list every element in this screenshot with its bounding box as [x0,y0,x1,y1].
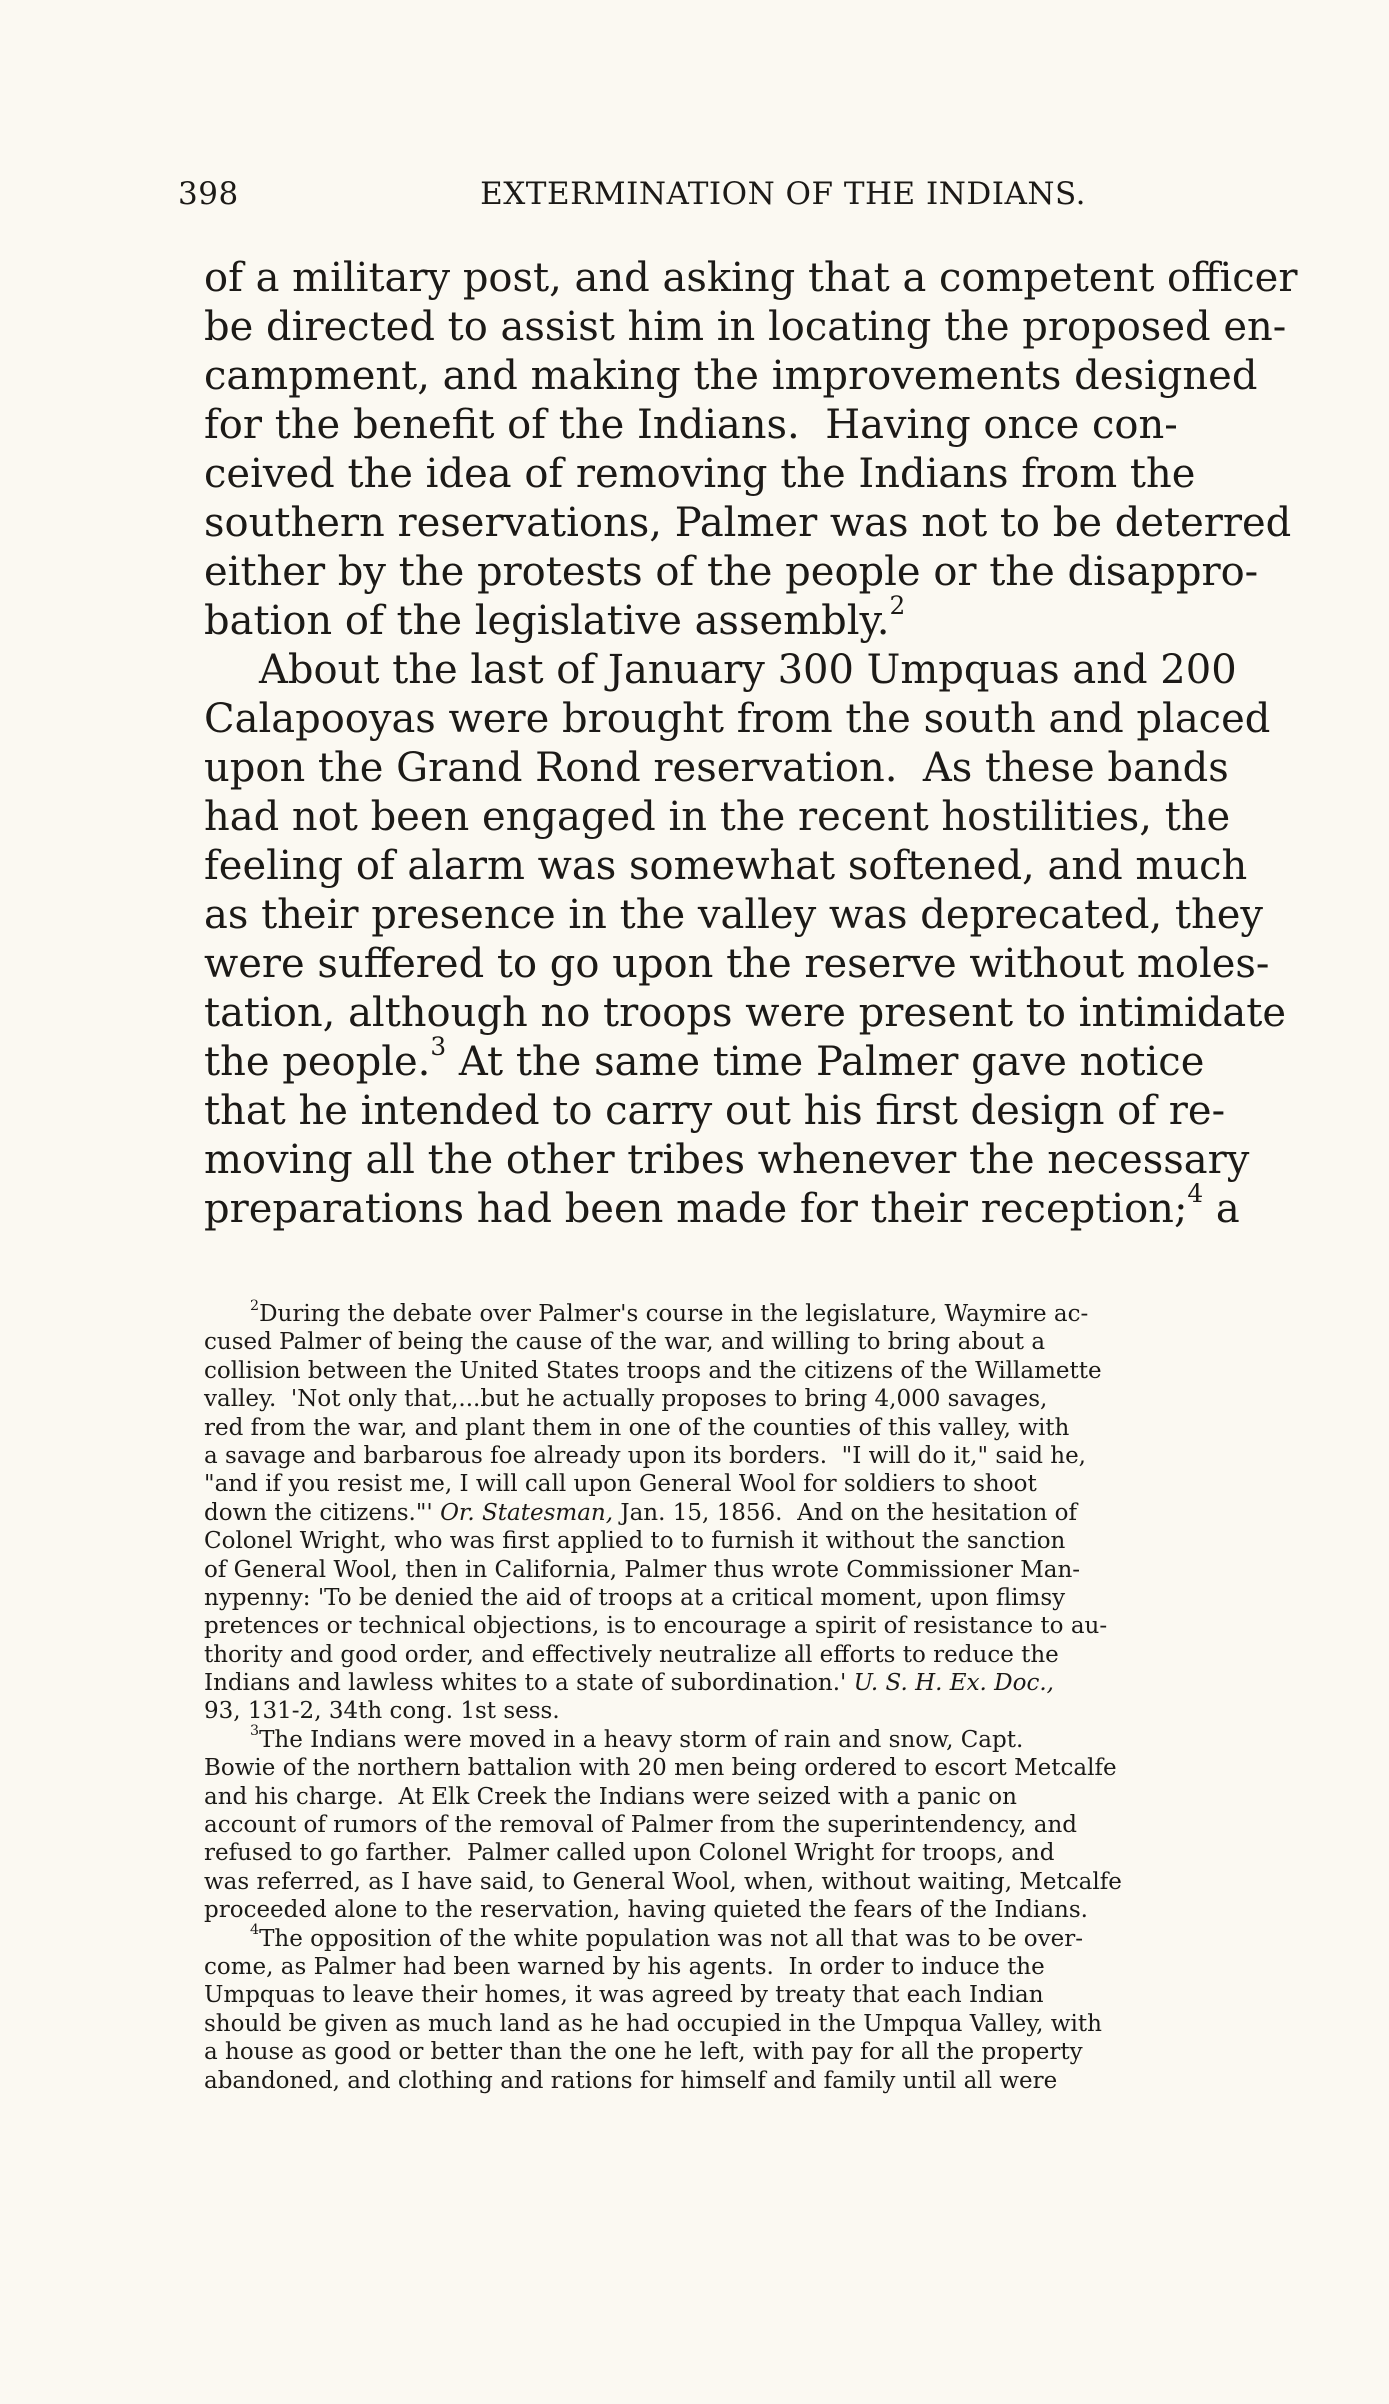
text-segment: the people. [204,1039,431,1085]
text-line: moving all the other tribes whenever the necessary [204,1137,1250,1183]
footnote-ref: 2 [889,591,906,621]
footnote-ref: 3 [430,1032,447,1062]
footnote-line: cused Palmer of being the cause of the war, and willing to bring about a [204,1329,1046,1356]
text-line: Calapooyas were brought from the south and placed [204,696,1271,742]
running-title: EXTERMINATION OF THE INDIANS. [480,176,1086,212]
text-line: had not been engaged in the recent hostilities, the [204,794,1231,840]
text-line: as their presence in the valley was deprecated, they [204,892,1264,938]
page-number: 398 [178,176,239,212]
footnote-line: nypenny: 'To be denied the aid of troops at a critical moment, upon flimsy [204,1584,1066,1611]
text-line: either by the protests of the people or the disappro- [204,549,1259,595]
footnote-line: Bowie of the northern battalion with 20 men being ordered to escort Metcalfe [204,1755,1117,1782]
footnote-line: and his charge. At Elk Creek the Indians were seized with a panic on [204,1783,1017,1810]
text-segment: At the same time Palmer gave notice [446,1039,1205,1085]
citation-title: Or. Statesman, [440,1499,614,1526]
footnote-line: proceeded alone to the reservation, having quieted the fears of the Indians. [204,1897,1088,1924]
footnote-segment: down the citizens."' [204,1499,441,1526]
footnote-segment: During the debate over Palmer's course in the legislature, Waymire ac- [259,1301,1089,1327]
text-line [204,1032,1334,1087]
footnote-line: pretences or technical objections, is to encourage a spirit of resistance to au- [204,1613,1108,1640]
text-line: southern reservations, Palmer was not to be deterred [204,500,1292,546]
footnote-line: valley. 'Not only that,...but he actually proposes to bring 4,000 savages, [204,1386,1048,1413]
footnote-segment: Indians and lawless whites to a state of subordination.' [204,1670,854,1697]
text-line: were suffered to go upon the reserve without moles- [204,941,1270,987]
text-line: feeling of alarm was somewhat softened, and much [204,843,1248,889]
footnote-segment: The opposition of the white population was not all that was to be over- [259,1925,1084,1952]
footnote-marker: 4 [250,1922,260,1939]
footnote-segment: Jan. 15, 1856. And on the hesitation of [613,1499,1077,1526]
footnote-line [204,1723,1334,1754]
main-text [204,254,1334,1234]
footnote-line: a savage and barbarous foe already upon its borders. "I will do it," said he, [204,1442,1086,1469]
footnote-line: thority and good order, and effectively neutralize all efforts to reduce the [204,1641,1059,1668]
footnote-line: "and if you resist me, I will call upon General Wool for soldiers to shoot [204,1471,1037,1498]
footnote-line: should be given as much land as he had occupied in the Umpqua Valley, with [204,2010,1102,2037]
text-line [204,1179,1334,1234]
text-line: tation, although no troops were present to intimidate [204,990,1287,1036]
text-segment: bation of the legislative assembly. [204,598,890,644]
footnote-line: a house as good or better than the one he left, with pay for all the property [204,2039,1083,2066]
footnote-marker: 3 [250,1723,260,1740]
footnote-line: refused to go farther. Palmer called upon Colonel Wright for troops, and [204,1840,1055,1867]
footnote-line: red from the war, and plant them in one of the counties of this valley, with [204,1414,1070,1441]
footnote-line [204,1499,1334,1527]
text-segment: preparations had been made for their reception; [204,1186,1188,1232]
text-line [204,591,1334,646]
text-line: that he intended to carry out his first design of re- [204,1088,1226,1134]
footnote-segment: The Indians were moved in a heavy storm of rain and snow, Capt. [259,1726,1024,1753]
footnote-line: account of rumors of the removal of Palmer from the superintendency, and [204,1812,1078,1839]
citation-title: U. S. H. Ex. Doc., [853,1670,1054,1697]
footnote-line: 93, 131-2, 34th cong. 1st sess. [204,1698,560,1725]
footnote-line [204,1297,1334,1328]
text-line: campment, and making the improvements designed [204,353,1258,399]
text-line: of a military post, and asking that a competent officer [204,255,1298,301]
footnote-line [204,1669,1334,1697]
footnote-marker: 2 [250,1297,260,1314]
footnote-line [204,1922,1334,1953]
text-line: be directed to assist him in locating the proposed en- [204,304,1287,350]
text-line: ceived the idea of removing the Indians from the [204,451,1196,497]
footnote-line: come, as Palmer had been warned by his agents. In order to induce the [204,1953,1045,1980]
footnote-line: of General Wool, then in California, Palmer thus wrote Commissioner Man- [204,1556,1081,1583]
footnote-line: Colonel Wright, who was first applied to to furnish it without the sanction [204,1528,1066,1555]
footnote-ref: 4 [1187,1179,1204,1209]
footnotes [204,1297,1334,2095]
footnote-line: Umpquas to leave their homes, it was agreed by treaty that each Indian [204,1982,1044,2009]
footnote-line: collision between the United States troops and the citizens of the Willamette [204,1357,1102,1384]
footnote-line: was referred, as I have said, to General Wool, when, without waiting, Metcalfe [204,1868,1122,1895]
text-line: upon the Grand Rond reservation. As these bands [204,745,1229,791]
footnote-line: abandoned, and clothing and rations for himself and family until all were [204,2067,1058,2094]
text-line: for the benefit of the Indians. Having once con- [204,402,1178,448]
text-segment: a [1203,1186,1240,1232]
page-header [178,176,1086,216]
paragraph-start-line: About the last of January 300 Umpquas and 200 [259,647,1237,693]
